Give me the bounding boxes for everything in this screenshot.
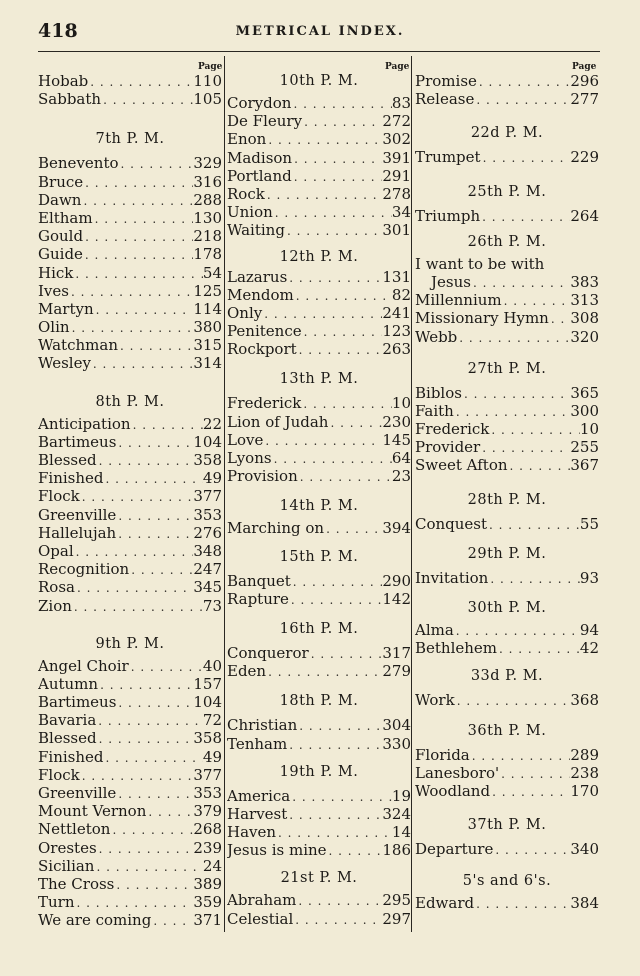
- index-entry: Triumph . . . 264: [415, 207, 599, 225]
- meter-heading: 28th P. M.: [467, 491, 547, 508]
- section-25th: [415, 207, 599, 225]
- index-entry: Guide . . . 178: [38, 245, 222, 263]
- index-entry: Bethlehem . . . 42: [415, 639, 599, 657]
- index-entry: Faith . . . 300: [415, 402, 599, 420]
- index-entry: Opal . . . 348: [38, 542, 222, 560]
- meter-heading: 5's and 6's.: [462, 873, 552, 890]
- index-entry: Marching on . . . 394: [227, 519, 411, 537]
- index-entry: Sweet Afton . . . 367: [415, 456, 599, 474]
- index-entry: Hallelujah . . . 276: [38, 524, 222, 542]
- index-entry: Christian . . . 304: [227, 716, 411, 734]
- index-entry: Rock . . . 278: [227, 185, 411, 203]
- section-14th: [227, 519, 411, 537]
- meter-heading: 7th P. M.: [95, 131, 165, 148]
- meter-heading: 21st P. M.: [280, 870, 358, 887]
- meter-heading: 36th P. M.: [467, 722, 547, 739]
- index-entry: Rosa . . . 345: [38, 578, 222, 596]
- section-28th: [415, 515, 599, 533]
- index-entry: Tenham . . . 330: [227, 735, 411, 753]
- meter-heading: 16th P. M.: [279, 620, 359, 637]
- page-column-label: Page: [198, 62, 223, 72]
- index-entry: Dawn . . . 288: [38, 191, 222, 209]
- section-continued: [415, 72, 599, 108]
- meter-heading: 15th P. M.: [279, 548, 359, 565]
- index-entry: Autumn . . . 157: [38, 675, 222, 693]
- index-entry: Lion of Judah . . . 230: [227, 413, 411, 431]
- index-entry: Sabbath . . . 105: [38, 90, 222, 108]
- index-entry: Madison . . . 391: [227, 149, 411, 167]
- index-entry: Woodland . . . 170: [415, 782, 599, 800]
- meter-heading: 37th P. M.: [467, 817, 547, 834]
- index-entry: Orestes . . . 239: [38, 839, 222, 857]
- index-column-3: [415, 72, 599, 913]
- meter-heading: 30th P. M.: [467, 600, 547, 616]
- meter-heading: 13th P. M.: [279, 371, 359, 388]
- index-entry: Mendom . . . 82: [227, 286, 411, 304]
- index-entry: Waiting . . . 301: [227, 221, 411, 239]
- section-continued: [38, 72, 222, 108]
- index-entry: Mount Vernon . . . 379: [38, 802, 222, 820]
- section-9th: [38, 657, 222, 930]
- index-entry: Jesus is mine . . . 186: [227, 841, 411, 859]
- meter-heading: 18th P. M.: [279, 693, 359, 710]
- index-entry: Missionary Hymn . . . 308: [415, 309, 599, 327]
- meter-heading: 25th P. M.: [467, 183, 547, 200]
- index-entry: Millennium . . . 313: [415, 291, 599, 309]
- section-12th: [227, 268, 411, 359]
- header-rule: [38, 51, 600, 52]
- index-entry: Frederick . . . 10: [415, 420, 599, 438]
- index-entry: Rockport . . . 263: [227, 340, 411, 358]
- index-entry: Eden . . . 279: [227, 662, 411, 680]
- index-entry: Martyn . . . 114: [38, 300, 222, 318]
- meter-heading: 22d P. M.: [470, 125, 544, 142]
- section-13th: [227, 394, 411, 485]
- index-entry: America . . . 19: [227, 787, 411, 805]
- section-29th: [415, 569, 599, 587]
- meter-heading: 10th P. M.: [279, 73, 359, 89]
- page-title: METRICAL INDEX.: [235, 24, 405, 39]
- index-entry: Biblos . . . 365: [415, 384, 599, 402]
- page-column-label: Page: [385, 62, 410, 72]
- index-entry: Invitation . . . 93: [415, 569, 599, 587]
- index-entry: Benevento . . . 329: [38, 154, 222, 172]
- index-entry: Corydon . . . 83: [227, 94, 411, 112]
- section-21st: [227, 891, 411, 927]
- index-entry: Release . . . 277: [415, 90, 599, 108]
- index-entry: Provider . . . 255: [415, 438, 599, 456]
- index-entry: We are coming . . . 371: [38, 911, 222, 929]
- meter-heading: 9th P. M.: [95, 635, 165, 652]
- index-entry: Recognition . . . 247: [38, 560, 222, 578]
- index-entry: Nettleton . . . 268: [38, 820, 222, 838]
- column-divider-left: [224, 56, 225, 932]
- index-entry: Bartimeus . . . 104: [38, 433, 222, 451]
- index-entry: Jesus . . . 383: [415, 273, 599, 291]
- page-number: 418: [38, 20, 78, 42]
- index-entry: Promise . . . 296: [415, 72, 599, 90]
- index-entry: Provision . . . 23: [227, 467, 411, 485]
- index-entry: Lyons . . . 64: [227, 449, 411, 467]
- section-5s-6s: [415, 894, 599, 912]
- index-entry: Finished . . . 49: [38, 469, 222, 487]
- section-15th: [227, 572, 411, 608]
- meter-heading: 27th P. M.: [467, 360, 547, 377]
- index-entry: Webb . . . 320: [415, 328, 599, 346]
- index-entry: The Cross . . . 389: [38, 875, 222, 893]
- index-entry: Love . . . 145: [227, 431, 411, 449]
- index-entry: Olin . . . 380: [38, 318, 222, 336]
- index-entry: Alma . . . 94: [415, 621, 599, 639]
- index-entry: Bavaria . . . 72: [38, 711, 222, 729]
- index-entry: Sicilian . . . 24: [38, 857, 222, 875]
- index-entry: Greenville . . . 353: [38, 784, 222, 802]
- index-column-1: [38, 72, 222, 930]
- meter-heading: 12th P. M.: [279, 248, 359, 265]
- index-entry: Only . . . 241: [227, 304, 411, 322]
- section-18th: [227, 716, 411, 752]
- meter-heading: 14th P. M.: [279, 498, 359, 515]
- section-19th: [227, 787, 411, 860]
- index-entry: Zion . . . 73: [38, 597, 222, 615]
- index-entry: De Fleury . . . 272: [227, 112, 411, 130]
- meter-heading: 33d P. M.: [470, 668, 544, 685]
- index-entry: Wesley . . . 314: [38, 354, 222, 372]
- index-entry: Work . . . 368: [415, 691, 599, 709]
- index-entry: Portland . . . 291: [227, 167, 411, 185]
- index-entry: Flock . . . 377: [38, 487, 222, 505]
- index-entry: Eltham . . . 130: [38, 209, 222, 227]
- index-entry: Watchman . . . 315: [38, 336, 222, 354]
- index-entry: Penitence . . . 123: [227, 322, 411, 340]
- section-33rd: [415, 691, 599, 709]
- meter-heading: 8th P. M.: [95, 393, 165, 410]
- meter-heading: 26th P. M.: [467, 233, 547, 250]
- section-37th: [415, 840, 599, 858]
- index-entry: Union . . . 34: [227, 203, 411, 221]
- index-entry: I want to be with: [415, 254, 545, 273]
- index-entry: Anticipation . . . 22: [38, 415, 222, 433]
- index-column-2: [227, 72, 411, 928]
- index-entry: Lazarus . . . 131: [227, 268, 411, 286]
- index-entry: Banquet . . . 290: [227, 572, 411, 590]
- index-entry: Blessed . . . 358: [38, 451, 222, 469]
- index-entry: Departure . . . 340: [415, 840, 599, 858]
- index-entry: Trumpet . . . 229: [415, 148, 599, 166]
- column-divider-right: [411, 56, 412, 932]
- section-7th: [38, 154, 222, 372]
- section-22nd: [415, 148, 599, 166]
- page-column-label: Page: [572, 62, 597, 72]
- index-entry: Conquest . . . 55: [415, 515, 599, 533]
- index-entry: Bruce . . . 316: [38, 173, 222, 191]
- index-entry: Edward . . . 384: [415, 894, 599, 912]
- section-16th: [227, 644, 411, 680]
- section-8th: [38, 415, 222, 615]
- section-30th: [415, 621, 599, 657]
- section-10th: [227, 94, 411, 240]
- index-entry: Haven . . . 14: [227, 823, 411, 841]
- index-entry: Gould . . . 218: [38, 227, 222, 245]
- index-entry: Flock . . . 377: [38, 766, 222, 784]
- index-entry: Frederick . . . 10: [227, 394, 411, 412]
- index-entry: Enon . . . 302: [227, 130, 411, 148]
- meter-heading: 19th P. M.: [279, 763, 359, 780]
- index-entry: Conqueror . . . 317: [227, 644, 411, 662]
- index-entry: Florida . . . 289: [415, 746, 599, 764]
- index-entry: Bartimeus . . . 104: [38, 693, 222, 711]
- index-entry: Blessed . . . 358: [38, 729, 222, 747]
- index-entry: Finished . . . 49: [38, 748, 222, 766]
- index-entry: Abraham . . . 295: [227, 891, 411, 909]
- index-entry: Angel Choir . . . 40: [38, 657, 222, 675]
- index-entry: Turn . . . 359: [38, 893, 222, 911]
- index-entry: Celestial . . . 297: [227, 910, 411, 928]
- index-entry: Ives . . . 125: [38, 282, 222, 300]
- index-entry: Lanesboro' . . . 238: [415, 764, 599, 782]
- index-entry: Harvest . . . 324: [227, 805, 411, 823]
- index-entry: Greenville . . . 353: [38, 506, 222, 524]
- section-36th: [415, 746, 599, 801]
- index-entry: Hick . . . 54: [38, 264, 222, 282]
- index-entry: Rapture . . . 142: [227, 590, 411, 608]
- index-entry: Hobab . . . 110: [38, 72, 222, 90]
- section-27th: [415, 384, 599, 475]
- section-26th: [415, 255, 599, 346]
- meter-heading: 29th P. M.: [467, 545, 547, 562]
